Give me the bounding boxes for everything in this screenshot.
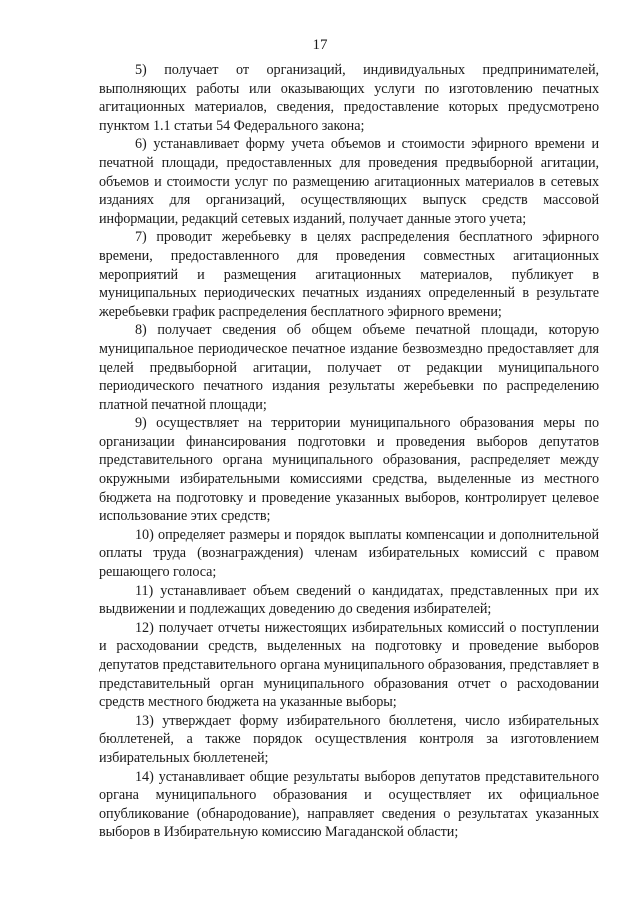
- paragraph-item-10: 10) определяет размеры и порядок выплаты компенсации и дополнительной оплаты труда (вознаграждения) членам избирательных комиссий с правом решающего голоса;: [99, 526, 599, 581]
- paragraph-item-12: 12) получает отчеты нижестоящих избирательных комиссий о поступлении и расходовании средств, выделенных на подготовку и проведение выборов депутатов представительного органа муниципального образования, представляет в представительный орган муниципального образования отчет о расходовании средств местного бюджета на указанные выборы;: [99, 619, 599, 711]
- paragraph-item-6: 6) устанавливает форму учета объемов и стоимости эфирного времени и печатной площади, предоставленных для проведения предвыборной агитации, объемов и стоимости услуг по размещению агитационных материалов в сетевых изданиях для организаций, осуществляющих выпуск средств массовой информации, редакций сетевых изданий, получает данные этого учета;: [99, 136, 599, 227]
- document-body: [99, 61, 599, 842]
- paragraph-item-7: 7) проводит жеребьевку в целях распределения бесплатного эфирного времени, предоставленного для проведения совместных агитационных мероприятий и размещения агитационных материалов, публикует в муниципальных периодических печатных изданиях определенный в результате жеребьевки график распределения бесплатного эфирного времени;: [99, 229, 599, 320]
- paragraph-item-9: 9) осуществляет на территории муниципального образования меры по организации финансирования подготовки и проведения выборов депутатов представительного органа муниципального образования, распределяет между окружными избирательными комиссиями средства, выделенные из местного бюджета на подготовку и проведение указанных выборов, контролирует целевое использование этих средств;: [99, 415, 599, 525]
- paragraph-item-5: 5) получает от организаций, индивидуальных предпринимателей, выполняющих работы или оказывающих услуги по изготовлению печатных агитационных материалов, сведения, предоставление которых предусмотрено пунктом 1.1 статьи 54 Федерального закона;: [99, 62, 599, 134]
- paragraph-item-11: 11) устанавливает объем сведений о кандидатах, представленных при их выдвижении и подлежащих доведению до сведения избирателей;: [99, 582, 599, 618]
- paragraph-item-13: 13) утверждает форму избирательного бюллетеня, число избирательных бюллетеней, а также порядок осуществления контроля за изготовлением избирательных бюллетеней;: [99, 712, 599, 766]
- page-number: 17: [312, 37, 328, 53]
- paragraph-item-8: 8) получает сведения об общем объеме печатной площади, которую муниципальное периодическое печатное издание безвозмездно предоставляет для целей предвыборной агитации, получает от редакции муниципального периодического печатного издания результаты жеребьевки по распределению платной печатной площади;: [99, 322, 599, 413]
- paragraph-item-14: 14) устанавливает общие результаты выборов депутатов представительного органа муниципального образования и осуществляет их официальное опубликование (обнародование), направляет сведения о результатах указанных выборов в Избирательную комиссию Магаданской области;: [99, 768, 599, 841]
